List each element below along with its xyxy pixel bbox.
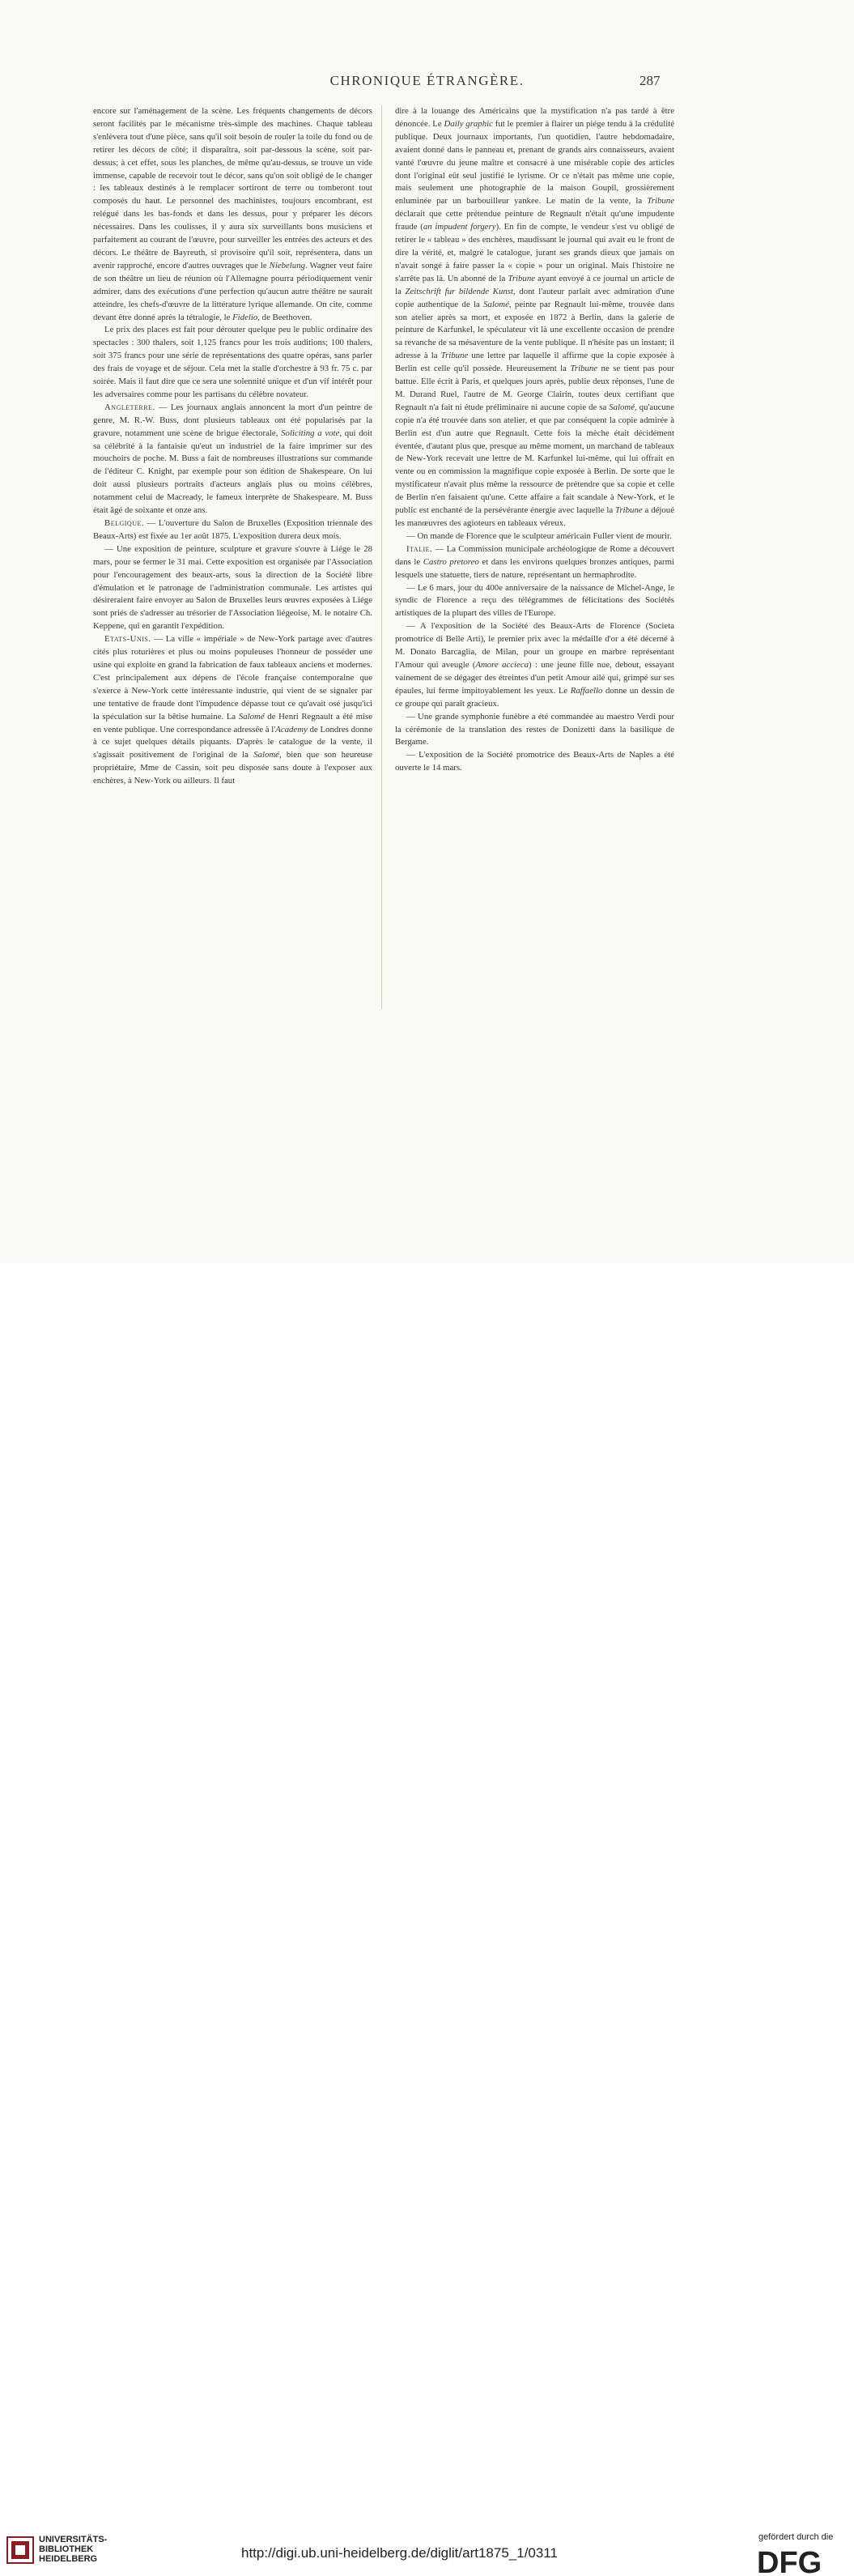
svg-text:DFG: DFG xyxy=(757,2547,822,2576)
paragraph: — Une exposition de peinture, sculpture et gravure s'ouvre à Liége le 28 mars, pour se fermer le 31 mai. Cette exposition est organisée par l'Association pour l'encouragement des beaux-arts, sous la direction de la Société libre d'émulation et le patronage de l'administration communale. Les artistes qui désireraient faire envoyer au Salon de Bruxelles leurs œuvres exposées à Liége sont priés de s'adresser au trésorier de l'Association liégeoise, M. le notaire Ch. Keppene, qui en garantit l'expédition. xyxy=(93,543,372,632)
running-title: CHRONIQUE ÉTRANGÈRE. xyxy=(329,73,525,88)
paragraph: Le prix des places est fait pour dérouter quelque peu le public ordinaire des spectacles : 300 thalers, soit 1,125 francs pour les trois auditions; 100 thalers, soit 375 francs pour une série de représentations des quatre opéras, sans parler des frais de voyage et de séjour. Cela met la stalle d'orchestre à 93 fr. 75 c. par soirée. Mais il faut dire que ce sera une solennité unique et d'un vif intérêt pour les adversaires comme pour les partisans du célèbre novateur. xyxy=(93,325,372,399)
library-name: UNIVERSITÄTS- BIBLIOTHEK HEIDELBERG xyxy=(39,2535,108,2564)
paragraph: — Le 6 mars, jour du 400e anniversaire de la naissance de Michel-Ange, le syndic de Florence a reçu des télégrammes de félicitations des Sociétés artistiques de la plupart des villes de l'Europe. xyxy=(395,582,674,619)
paragraph: — Une grande symphonie funèbre a été commandée au maestro Verdi pour la cérémonie de la translation des restes de Donizetti dans la basilique de Bergame. xyxy=(395,711,674,747)
paragraph: Etats-Unis. — La ville « impériale » de New-York partage avec d'autres cités plus roturières et plus ou moins populeuses l'honneur de posséder une usine qui exploite en grand la fabrication de faux tableaux anciens et modernes. C'est principalement aux dépens de l'école française contemporaine que s'exerce à New-York cette intéressante industrie, qui vient de se signaler par une tentative de fraude dont l'impudence dépasse tout ce qu'avait osé jusqu'ici la spéculation sur la bêtise humaine. La Salomé de Henri Regnault a été mise en vente publique. Une correspondance adressée à l'Academy de Londres donne à ce sujet quelques détails piquants. D'après le catalogue de la vente, il s'agissait positivement de l'original de la Salomé, bien que son heureuse propriétaire, Mme de Cassin, soit peu disposée sans doute à l'exposer aux enchères, à New-York ou ailleurs. Il faut xyxy=(93,634,373,786)
paragraph: dire à la louange des Américains que la mystification n'a pas tardé à être dénoncée. Le Daily graphic fut le premier à flairer un piége tendu à la crédulité publique. Deux journaux importants, l'un quotidien, l'autre hebdomadaire, avaient donné dans le panneau et, prenant de grands airs connaisseurs, avaient vanté l'œuvre du jeune maître et consacré à une misérable copie des articles dont l'original eût seul justifié le lyrisme. Or ce n'était pas même une copie, mais seulement une photographie de la maison Goupil, grossièrement enluminée par un barbouilleur yankee. Le matin de la vente, la Tribune déclarait que cette prétendue peinture de Regnault n'était qu'une impudente fraude (an impudent forgery). En fin de compte, le vendeur s'est vu obligé de retirer le « tableau » des enchères, maudissant le journal qui avait eu le front de dire la vérité, et, malgré le catalogue, jurant ses grands dieux que jamais on n'avait songé à faire passer la « copie » pour un original. Mais l'histoire ne s'arrête pas là. Un abonné de la Tribune ayant envoyé à ce journal un article de la Zeitschrift fur bildende Kunst, dont l'auteur parlait avec admiration d'une copie authentique de la Salomé, peinte par Regnault lui-même, trouvée dans son atelier après sa mort, et exposée en 1872 à Berlin, dans la galerie de peinture de Karfunkel, le spéculateur vit là une excellente occasion de prendre sa revanche de sa mésaventure de la vente publique. Il n'hésite pas un instant; il adresse à la Tribune une lettre par laquelle il affirme que la copie exposée à Berlin est celle qu'il possède. Heureusement la Tribune ne se tient pas pour battue. Elle écrit à Paris, et quelques jours après, publie deux réponses, l'une de M. Durand Ruel, l'autre de M. George Clairin, toutes deux certifiant que Regnault n'a fait ni étude préliminaire ni aucune copie de sa Salomé, qu'aucune copie n'a été trouvée dans son atelier, et que par conséquent la copie admirée à Berlin est d'un autre que Regnault. Cette fois la mèche était décidément éventée, d'autant plus que, presque au même moment, un marchand de tableaux de New-York recevait une lettre de M. Karfunkel lui-même, qui lui offrait en vente ou en commission la magnifique copie exposée à Berlin. De sorte que le mystificateur n'avait plus même la ressource de prétendre que sa copie et celle de Berlin n'en faisaient qu'une. Cette affaire a fait scandale à New-York, et le public est enchanté de la persévérante énergie avec laquelle la Tribune a déjoué les manœuvres des agioteurs en tableaux véreux. xyxy=(395,106,675,528)
paragraph: — L'exposition de la Société promotrice des Beaux-Arts de Naples a été ouverte le 14 mars. xyxy=(395,750,674,773)
dfg-logo-icon xyxy=(757,2547,846,2576)
left-column xyxy=(93,105,372,788)
paragraph: Italie. — La Commission municipale archéologique de Rome a découvert dans le Castro pretoreo et dans les environs quelques bronzes antiques, parmi lesquels une statuette, tiers de nature, représentant un hermaphrodite. xyxy=(395,543,674,580)
page-number: 287 xyxy=(639,73,661,88)
viewer-footer xyxy=(0,1263,854,2576)
university-seal-icon xyxy=(6,2536,34,2564)
paragraph: Angleterre. — Les journaux anglais annoncent la mort d'un peintre de genre, M. R.-W. Buss, dont plusieurs tableaux ont été popularisés par la gravure, notamment une scène de brigue électorale, Soliciting a vote, qui doit sa célébrité à la fantaisie qu'eut un industriel de la faire imprimer sur des mouchoirs de poche. M. Buss a fait de nombreuses illustrations sur commande de l'éditeur C. Knight, par exemple pour son édition de Shakespeare. On lui doit aussi plusieurs portraits d'acteurs anglais plus ou moins célèbres, notamment celui de Macready, le fameux interprète de Shakespeare. M. Buss était âgé de soixante et onze ans. xyxy=(93,402,373,516)
permalink-url[interactable]: http://digi.ub.uni-heidelberg.de/diglit/art1875_1/0311 xyxy=(241,2545,558,2561)
paragraph: encore sur l'aménagement de la scène. Les fréquents changements de décors seront facilités par le mécanisme très-simple des machines. Chaque tableau s'enlèvera tout d'une pièce, sans qu'il soit besoin de rouler la toile du fond ou de retirer les décors de côté; il disparaîtra, soit par-dessous la scène, soit par-dessus; à cet effet, sous les planches, de même qu'au-dessus, se trouve un vide immense, capable de recevoir tout le décor, sans qu'on soit obligé de le changer : les tableaux destinés à le remplacer sortiront de terre ou tomberont tout composés du haut. Le personnel des machinistes, toujours encombrant, est relégué dans les bas-fonds et dans les dessus, pour y préparer les décors nécessaires. Dans les coulisses, il y aura six surveillants bons musiciens et parfaitement au courant de l'œuvre, pour surveiller les entrées des acteurs et des décors. Le théâtre de Bayreuth, si provisoire qu'il soit, représentera, dans un avenir rapproché, encore d'autres ouvrages que le Niebelung. Wagner veut faire de son théâtre un lieu de réunion où l'Allemagne pourra périodiquement venir admirer, dans des exécutions d'une perfection qu'aucun autre théâtre ne saurait atteindre, les chefs-d'œuvre de la littérature lyrique allemande. On cite, comme devant être donné après la tétralogie, le Fidelio, de Beethoven. xyxy=(93,106,372,322)
scanned-page xyxy=(0,0,854,1263)
paragraph: — A l'exposition de la Société des Beaux-Arts de Florence (Societa promotrice di Belle Arti), le premier prix avec la médaille d'or a été décerné à M. Donato Barcaglia, de Milan, pour un groupe en marbre représentant l'Amour qui aveugle (Amore accieca) : une jeune fille nue, debout, essayant vainement de se dégager des étreintes d'un petit Amour ailé qui, grimpé sur ses épaules, lui ferme impitoyablement les yeux. Le Raffaello donne un dessin de ce groupe qui paraît gracieux. xyxy=(395,621,674,709)
right-column xyxy=(395,105,674,775)
paragraph: — On mande de Florence que le sculpteur américain Fuller vient de mourir. xyxy=(406,530,672,541)
funding-label: gefördert durch die xyxy=(758,2532,834,2542)
paragraph: Belgique. — L'ouverture du Salon de Bruxelles (Exposition triennale des Beaux-Arts) est fixée au 1er août 1875. L'exposition durera deux mois. xyxy=(93,518,372,541)
column-divider xyxy=(381,105,382,1009)
